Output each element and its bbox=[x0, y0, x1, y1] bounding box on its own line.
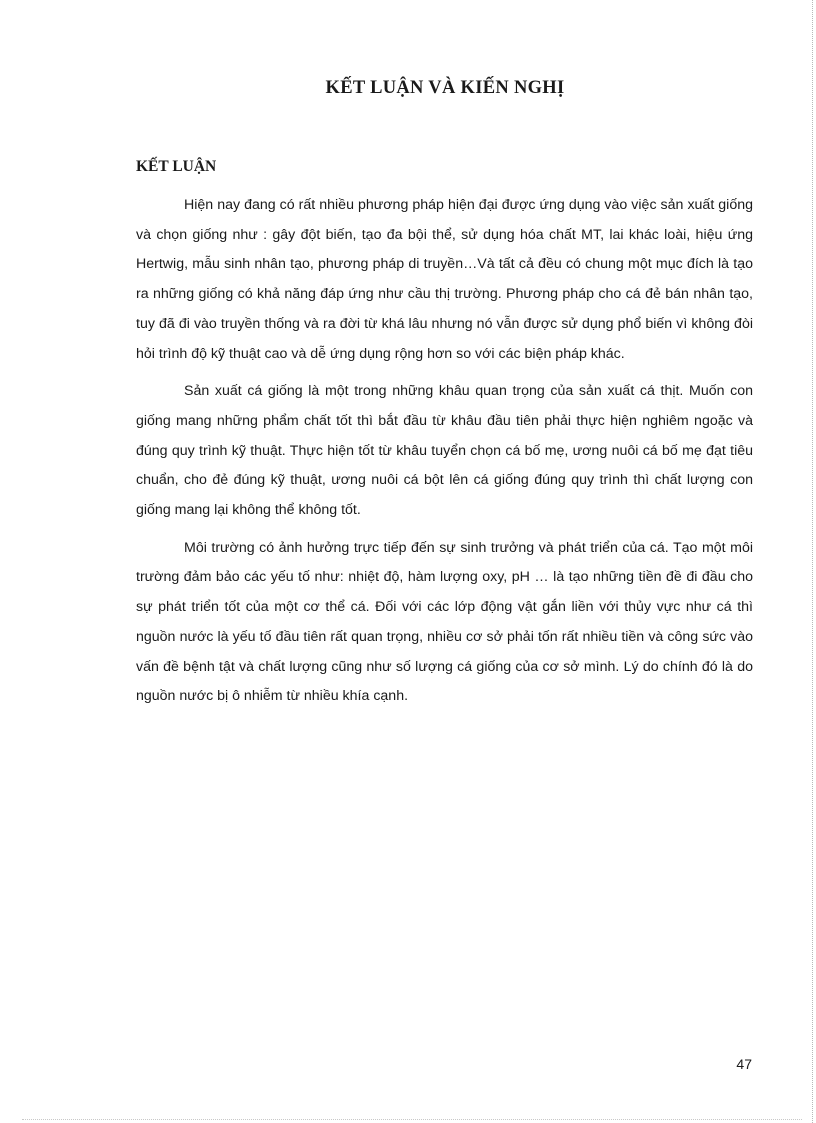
page-title: KẾT LUẬN VÀ KIẾN NGHỊ bbox=[325, 78, 565, 98]
paragraph-3: Môi trường có ảnh hưởng trực tiếp đến sự sinh trưởng và phát triển của cá. Tạo một môi trường đảm bảo các yếu tố như: nhiệt độ, hàm lượng oxy, pH … là tạo những tiền đề đi đầu cho sự phát triển tốt của một cơ thể cá. Đối với các lớp động vật gắn liền với thủy vực như cá thì nguồn nước là yếu tố đầu tiên rất quan trọng, nhiều cơ sở phải tốn rất nhiều tiền và công sức vào vấn đề bệnh tật và chất lượng cũng như số lượng cá giống của cơ sở mình. Lý do chính đó là do nguồn nước bị ô nhiễm từ nhiều khía cạnh. bbox=[136, 539, 753, 705]
section-heading: KẾT LUẬN bbox=[136, 158, 217, 175]
page-number: 47 bbox=[736, 1056, 752, 1072]
paragraph-2: Sản xuất cá giống là một trong những khâu quan trọng của sản xuất cá thịt. Muốn con giống mang những phẩm chất tốt thì bắt đầu từ khâu đầu tiên phải thực hiện nghiêm ngoặc và đúng quy trình kỹ thuật. Thực hiện tốt từ khâu tuyển chọn cá bố mẹ, ương nuôi cá bố mẹ đạt tiêu chuẩn, cho đẻ đúng kỹ thuật, ương nuôi cá bột lên cá giống đúng quy trình thì chất lượng con giống mang lại không thể không tốt. bbox=[136, 383, 753, 519]
body-text bbox=[136, 191, 753, 720]
page-edge-right bbox=[812, 0, 813, 1123]
page-edge-bottom bbox=[22, 1119, 802, 1120]
paragraph-1: Hiện nay đang có rất nhiều phương pháp hiện đại được ứng dụng vào việc sản xuất giống và chọn giống như : gây đột biến, tạo đa bội thể, sử dụng hóa chất MT, lai khác loài, hiệu ứng Hertwig, mẫu sinh nhân tạo, phương pháp di truyền…Và tất cả đều có chung một mục đích là tạo ra những giống có khả năng đáp ứng như cầu thị trường. Phương pháp cho cá đẻ bán nhân tạo, tuy đã đi vào truyền thống và ra đời từ khá lâu nhưng nó vẫn được sử dụng phổ biến vì không đòi hỏi trình độ kỹ thuật cao và dễ ứng dụng rộng hơn so với các biện pháp khác. bbox=[136, 197, 753, 362]
